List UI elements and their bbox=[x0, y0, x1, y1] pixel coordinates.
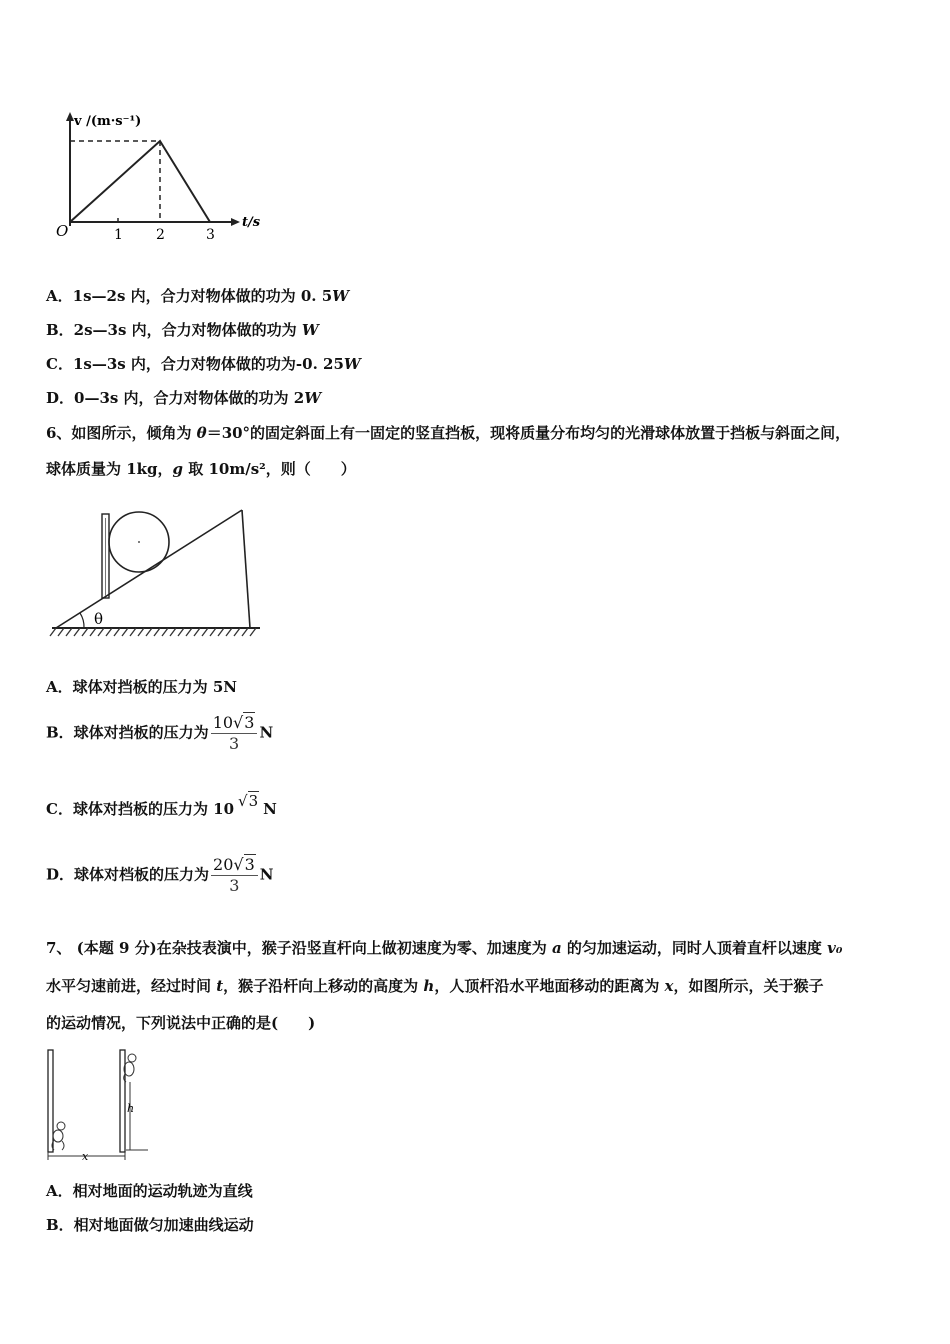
pole-start bbox=[48, 1050, 53, 1152]
q6-option-c: C．球体对挡板的压力为 10 √3 N bbox=[46, 792, 277, 818]
distance-label: x bbox=[82, 1150, 89, 1163]
q5-option-b: B．2s—3s 内，合力对物体做的功为 W bbox=[46, 321, 319, 339]
q5-option-c: C．1s—3s 内，合力对物体做的功为-0. 25W bbox=[46, 355, 361, 373]
q7-option-a: A．相对地面的运动轨迹为直线 bbox=[46, 1182, 253, 1200]
incline-figure bbox=[48, 500, 268, 645]
q6-option-b: B．球体对挡板的压力为 $\frac{10√3}{3}$ N bbox=[46, 713, 274, 753]
incline-right-side bbox=[242, 510, 250, 628]
tick-label-3: 3 bbox=[206, 227, 215, 243]
origin-label: O bbox=[56, 222, 69, 240]
q6-stem-line1: 6、如图所示，倾角为 θ＝30°的固定斜面上有一固定的竖直挡板，现将质量分布均匀的光滑球体放置于挡板与斜面之间， bbox=[46, 424, 851, 442]
height-label: h bbox=[127, 1102, 135, 1115]
fraction-b: $\frac{10√3}{3}$ bbox=[211, 713, 258, 754]
y-axis-arrow bbox=[66, 112, 74, 121]
x-axis-arrow bbox=[231, 218, 240, 226]
tick-label-1: 1 bbox=[114, 227, 123, 243]
monkey-start bbox=[52, 1122, 65, 1150]
angle-arc bbox=[80, 613, 84, 628]
incline-surface bbox=[56, 510, 242, 628]
monkey-pole-figure bbox=[40, 1046, 160, 1168]
fraction-d: $\frac{20√3}{3}$ bbox=[211, 855, 258, 896]
q7-stem-line2: 水平匀速前进，经过时间 t，猴子沿杆向上移动的高度为 h，人顶杆沿水平地面移动的距离为 x，如图所示，关于猴子 bbox=[46, 977, 824, 995]
q5-option-a: A．1s—2s 内，合力对物体做的功为 0. 5W bbox=[46, 287, 350, 305]
velocity-time-graph bbox=[50, 108, 280, 243]
theta-label: θ bbox=[94, 610, 104, 628]
y-axis-label: v /(m·s⁻¹) bbox=[74, 114, 142, 129]
ground-hatching bbox=[50, 628, 256, 636]
q7-option-b: B．相对地面做匀加速曲线运动 bbox=[46, 1216, 254, 1234]
q6-option-a: A．球体对挡板的压力为 5N bbox=[46, 678, 238, 696]
q6-stem-line2: 球体质量为 1kg，g 取 10m/s²，则（ ） bbox=[46, 460, 356, 478]
q6-option-d: D．球体对档板的压力为 $\frac{20√3}{3}$ N bbox=[46, 855, 274, 895]
q7-stem-line3: 的运动情况，下列说法中正确的是( ) bbox=[46, 1014, 316, 1032]
tick-label-2: 2 bbox=[156, 227, 165, 243]
velocity-line bbox=[70, 141, 210, 222]
q5-option-d: D．0—3s 内，合力对物体做的功为 2W bbox=[46, 389, 322, 407]
q7-stem-line1: 7、 (本题 9 分)在杂技表演中，猴子沿竖直杆向上做初速度为零、加速度为 a 的匀加速运动，同时人顶着直杆以速度 v₀ bbox=[46, 939, 843, 957]
x-axis-label: t/s bbox=[242, 215, 261, 230]
